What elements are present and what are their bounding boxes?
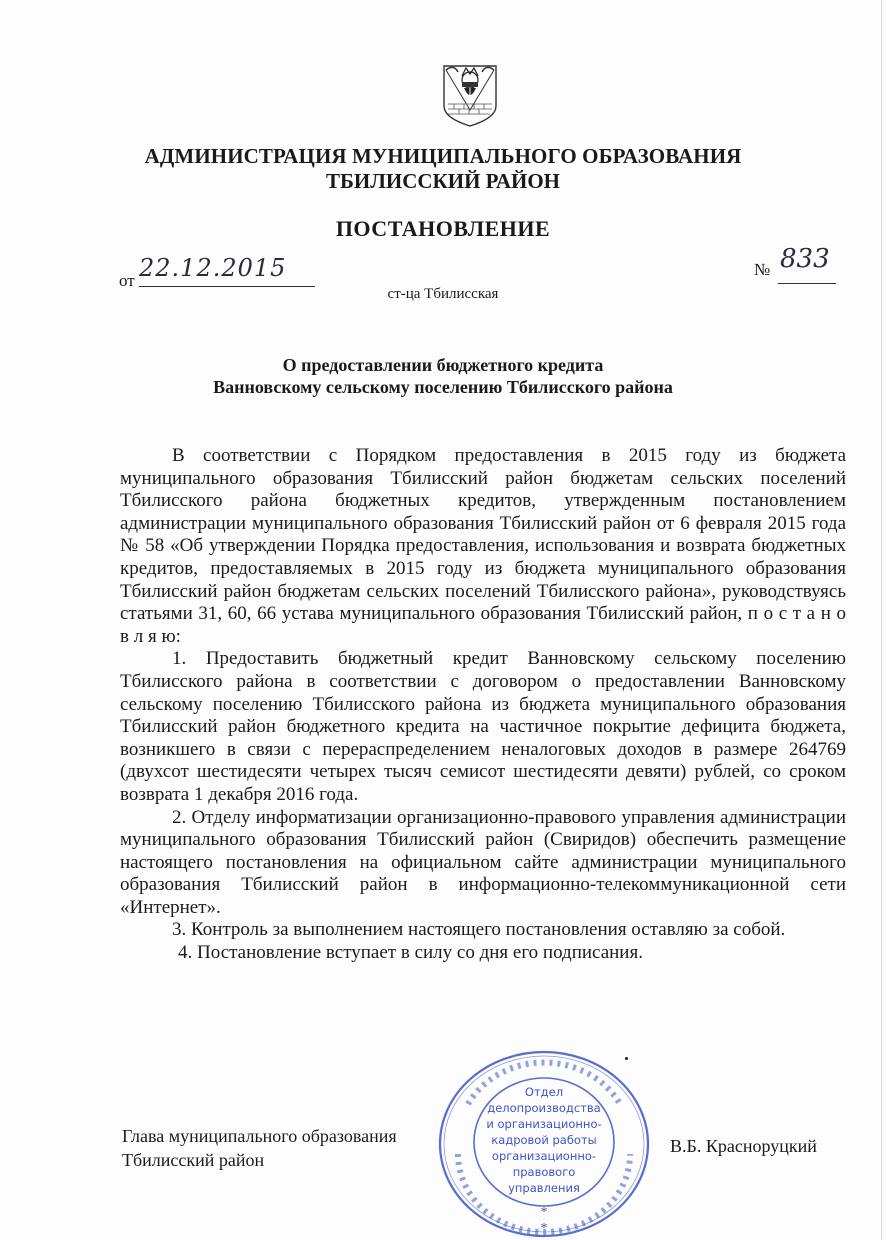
stamp-center-text	[486, 1084, 602, 1196]
preamble-paragraph: В соответствии с Порядком предоставления в 2015 году из бюджета муниципального образования Тбилисский район бюджетам сельских поселений Тбилисского района бюджетных кредитов, утвержденным постановлением администрации муниципального образования Тбилисский район от 6 февраля 2015 года № 58 «Об утверждении Порядка предоставления, использования и возврата бюджетных кредитов, предоставляемых в 2015 году из бюджета муниципального образования Тбилисский район бюджетам сельских поселений Тбилисского района», руководствуясь статьями 31, 60, 66 устава муниципального образования Тбилисский район, п о с т а н о в л я ю:	[120, 445, 846, 647]
stamp-line: Отдел	[524, 1085, 564, 1099]
signatory-name: В.Б. Красноруцкий	[670, 1136, 817, 1156]
subject-line2: Ванновскому сельскому поселению Тбилисского района	[213, 377, 673, 397]
organization-name-line2: ТБИЛИССКИЙ РАЙОН	[326, 169, 560, 193]
signatory-position-line2: Тбилисский район	[122, 1150, 265, 1170]
number-prefix: №	[754, 260, 771, 279]
item-paragraph-2: 2. Отделу информатизации организационно-правового управления администрации муниципального образования Тбилисский район (Свиридов) обеспечить размещение настоящего постановления на официальном сайте администрации муниципального образования Тбилисский район в информационно-телекоммуникационной сети «Интернет».	[120, 806, 846, 918]
signatory-position	[122, 1124, 422, 1172]
document-place: ст-ца Тбилисская	[387, 286, 499, 302]
organization-name-line1: АДМИНИСТРАЦИЯ МУНИЦИПАЛЬНОГО ОБРАЗОВАНИЯ	[144, 144, 742, 168]
stamp-line: кадровой работы	[491, 1133, 597, 1147]
number-handwritten: 833	[780, 244, 830, 274]
item-paragraph-3: 3. Контроль за выполнением настоящего постановления оставляю за собой.	[172, 919, 786, 941]
document-type-title: ПОСТАНОВЛЕНИЕ	[335, 216, 551, 241]
stamp-line: правового	[512, 1165, 576, 1179]
subject-line1: О предоставлении бюджетного кредита	[282, 355, 604, 375]
svg-text:*: *	[540, 1205, 548, 1220]
item-paragraph-4: 4. Постановление вступает в силу со дня его подписания.	[178, 942, 643, 964]
stamp-line: и организационно-	[486, 1117, 602, 1131]
official-stamp	[428, 1044, 660, 1240]
ink-dot	[625, 1057, 628, 1060]
document-body	[120, 445, 846, 965]
stamp-line: управления	[508, 1181, 580, 1195]
date-prefix: от	[119, 271, 135, 290]
stamp-line: организационно-	[491, 1149, 597, 1163]
svg-text:*: *	[540, 1221, 548, 1236]
signatory-position-line1: Глава муниципального образования	[122, 1126, 397, 1146]
stamp-line: делопроизводства	[487, 1101, 601, 1115]
number-underline	[778, 283, 836, 284]
coat-of-arms-emblem	[440, 58, 500, 128]
item-paragraph-1: 1. Предоставить бюджетный кредит Ванновскому сельскому поселению Тбилисского района в соответствии с договором о предоставлении Ванновскому сельскому поселению Тбилисского района из бюджета муниципального образования Тбилисский район бюджетного кредита на частичное покрытие дефицита бюджета, возникшего в связи с перераспределением неналоговых доходов в размере 264769 (двухсот шестидесяти четырех тысяч семисот шестидесяти девяти) рублей, со сроком возврата 1 декабря 2016 года.	[120, 648, 846, 805]
date-handwritten: 22.12.2015	[139, 254, 287, 282]
